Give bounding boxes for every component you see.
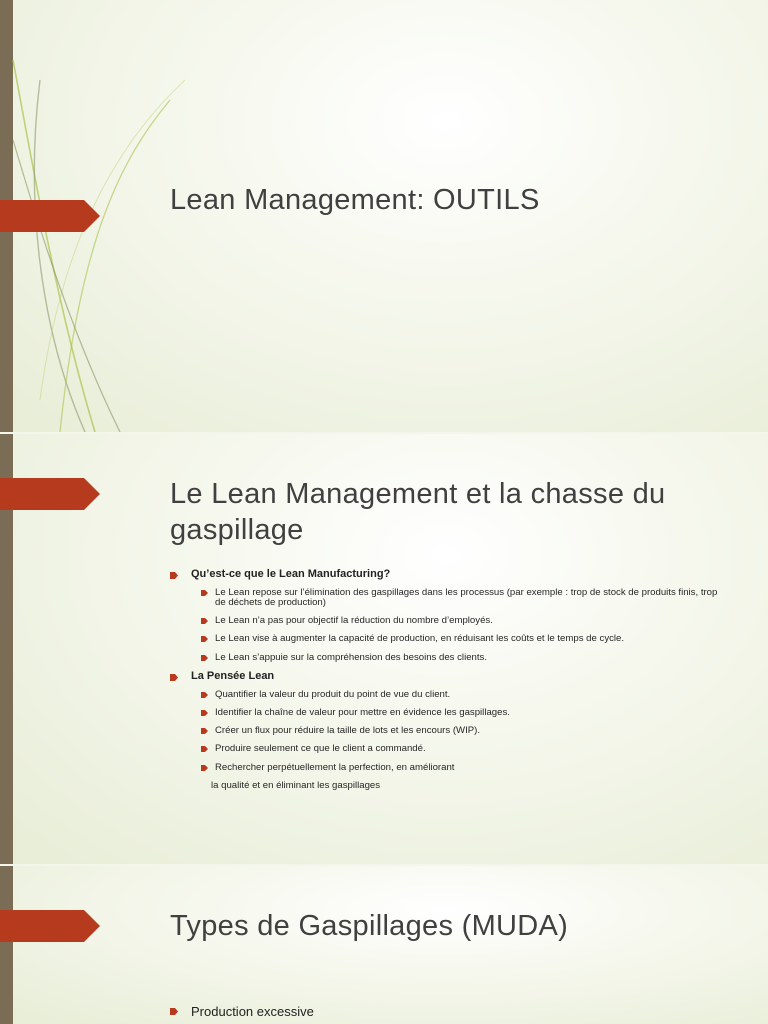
title-arrow-icon <box>0 910 100 942</box>
list-item: Le Lean repose sur l’élimination des gaspillages dans les processus (par exemple : trop de stock de produits finis, trop de déchets de production) <box>215 587 718 608</box>
bullet-arrow-icon <box>201 618 208 624</box>
bullet-arrow-icon <box>201 765 208 771</box>
list-item: Quantifier la valeur du produit du point de vue du client. <box>215 689 451 700</box>
slide-2-title <box>170 476 730 548</box>
list-item: Rechercher perpétuellement la perfection, en améliorant <box>215 762 455 773</box>
slide-1 <box>0 0 768 432</box>
list-item: Le Lean n’a pas pour objectif la réduction du nombre d’employés. <box>215 615 493 626</box>
side-band <box>0 866 13 1024</box>
bullet-arrow-icon <box>201 590 208 596</box>
slide-1-title: Lean Management: OUTILS <box>170 184 540 216</box>
section-heading-lean-manufacturing: Qu’est-ce que le Lean Manufacturing? <box>191 568 391 580</box>
bullet-arrow-icon <box>170 572 178 579</box>
list-item: Créer un flux pour réduire la taille de lots et les encours (WIP). <box>215 725 481 736</box>
title-line-2: gaspillage <box>170 514 304 546</box>
bullet-arrow-icon <box>170 1008 178 1015</box>
title-arrow-icon <box>0 200 100 232</box>
slide-3 <box>0 866 768 1024</box>
slide-2 <box>0 434 768 864</box>
bullet-arrow-icon <box>201 710 208 716</box>
bullet-arrow-icon <box>201 692 208 698</box>
bullet-arrow-icon <box>170 674 178 681</box>
bullet-arrow-icon <box>201 728 208 734</box>
list-item: Produire seulement ce que le client a commandé. <box>215 743 426 754</box>
slide-3-title: Types de Gaspillages (MUDA) <box>170 910 569 942</box>
list-item: Le Lean vise à augmenter la capacité de production, en réduisant les coûts et le temps de cycle. <box>215 633 625 644</box>
list-item-continuation: la qualité et en éliminant les gaspillages <box>211 780 381 791</box>
bullet-arrow-icon <box>201 746 208 752</box>
list-item: Production excessive <box>191 1004 314 1019</box>
section-heading-pensee-lean: La Pensée Lean <box>191 670 275 682</box>
list-item: Identifier la chaîne de valeur pour mettre en évidence les gaspillages. <box>215 707 510 718</box>
bullet-arrow-icon <box>201 636 208 642</box>
list-item: Le Lean s’appuie sur la compréhension des besoins des clients. <box>215 652 487 663</box>
bullet-arrow-icon <box>201 655 208 661</box>
title-arrow-icon <box>0 478 100 510</box>
title-line-1: Le Lean Management et la chasse du <box>170 478 666 510</box>
